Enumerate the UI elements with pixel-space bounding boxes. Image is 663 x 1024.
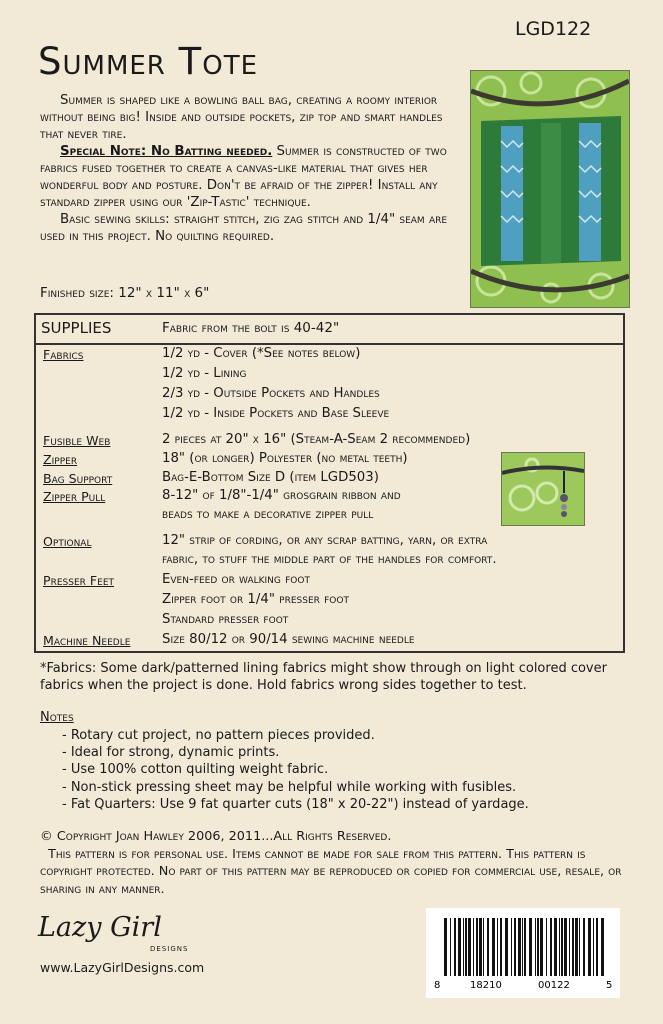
barcode-bar (537, 918, 539, 976)
barcode-bar (511, 918, 512, 976)
value-line: fabric, to stuff the middle part of the handles for comfort. (162, 552, 497, 567)
value-line: 8-12" of 1/8"-1/4" grosgrain ribbon and (162, 488, 401, 503)
barcode-bar (500, 918, 502, 976)
fabrics-note: *Fabrics: Some dark/patterned lining fabrics might show through on light colored cover fabrics when the project is done. Hold fabrics wrong sides together to test. (40, 661, 607, 693)
page-title: Summer Tote (38, 40, 259, 83)
barcode-bar (454, 918, 456, 976)
label-zipper: Zipper (43, 452, 78, 467)
label-zipper-pull: Zipper Pull (43, 489, 106, 504)
barcode-group-1: 18210 (470, 980, 502, 991)
value-line: 12" strip of cording, or any scrap batting, yarn, or extra (162, 533, 488, 548)
zipper-pull-photo (501, 452, 585, 526)
barcode-bar (476, 918, 478, 976)
value-line: Bag-E-Bottom Size D (item LGD503) (162, 470, 379, 485)
barcode-digit-left: 8 (434, 980, 441, 991)
intro-text (40, 92, 465, 245)
value-line: beads to make a decorative zipper pull (162, 507, 374, 522)
barcode-bar (601, 918, 604, 976)
barcode-bar (450, 918, 451, 976)
barcode-bar (550, 918, 552, 976)
value-line: 18" (or longer) Polyester (no metal teeth) (162, 451, 408, 466)
intro-paragraph-3: Basic sewing skills: straight stitch, zig zag stitch and 1/4" seam are used in this project. No quilting required. (40, 212, 448, 244)
label-fusible-web: Fusible Web (43, 433, 111, 448)
barcode-digit-right: 5 (606, 980, 613, 991)
barcode-bar (554, 918, 557, 976)
value-line: 1/2 yd - Inside Pockets and Base Sleeve (162, 406, 390, 421)
usage-terms: This pattern is for personal use. Items cannot be made for sale from this pattern. This pattern is copyright protected. No part of this pattern may be reproduced or copied for commercial use, resale, or sharing in any manner. (40, 846, 622, 897)
barcode-bar (559, 918, 560, 976)
intro-paragraph-2: Summer is constructed of two fabrics fused together to create a canvas-like material that gives her wonderful body and posture. Don't be afraid of the zipper! Install any standard zipper using our 'Zip-Tastic' technique. (40, 144, 447, 210)
barcode-bar (463, 918, 464, 976)
website-url: www.LazyGirlDesigns.com (40, 960, 205, 975)
label-optional: Optional (43, 534, 92, 549)
supplies-header (36, 315, 623, 345)
label-fabrics: Fabrics (43, 347, 84, 362)
barcode-bar (579, 918, 580, 976)
barcode-bar (444, 918, 447, 976)
barcode-bar (458, 918, 461, 976)
barcode-bar (514, 918, 516, 976)
barcode-bar (529, 918, 532, 976)
barcode-bar (483, 918, 484, 976)
barcode (426, 908, 620, 998)
value-line: Standard presser foot (162, 612, 289, 627)
barcode-bar (593, 918, 594, 976)
barcode-bar (572, 918, 574, 976)
barcode-bar (487, 918, 489, 976)
barcode-bar (492, 918, 495, 976)
copyright-line: © Copyright Joan Hawley 2006, 2011...All Rights Reserved. (40, 829, 392, 844)
list-item: - Non-stick pressing sheet may be helpful while working with fusibles. (62, 779, 517, 795)
notes-title: Notes (40, 710, 74, 725)
label-bag-support: Bag Support (43, 471, 113, 486)
list-item: - Ideal for strong, dynamic prints. (62, 745, 280, 761)
brand-logo: Lazy Girl (38, 912, 162, 943)
barcode-bar (596, 918, 598, 976)
barcode-bar (518, 918, 521, 976)
barcode-bar (588, 918, 591, 976)
barcode-bar (561, 918, 563, 976)
copyright-block (40, 828, 630, 898)
supplies-title: SUPPLIES (41, 319, 112, 337)
barcode-bar (465, 918, 467, 976)
value-line: 1/2 yd - Cover (*See notes below) (162, 346, 361, 361)
barcode-bar (583, 918, 585, 976)
label-machine-needle: Machine Needle (43, 633, 131, 648)
list-item: - Fat Quarters: Use 9 fat quarter cuts (18" x 20-22") instead of yardage. (62, 796, 529, 812)
barcode-bar (497, 918, 498, 976)
barcode-bar (535, 918, 536, 976)
label-presser-feet: Presser Feet (43, 573, 115, 588)
barcode-group-2: 00122 (538, 980, 570, 991)
brand-logo-sub: DESIGNS (150, 945, 189, 953)
tote-bag-photo (470, 70, 630, 308)
notes-list (62, 727, 529, 813)
list-item: - Use 100% cotton quilting weight fabric. (62, 762, 329, 778)
supplies-subtitle: Fabric from the bolt is 40-42" (162, 320, 340, 336)
value-line: Size 80/12 or 90/14 sewing machine needle (162, 632, 415, 647)
barcode-bar (540, 918, 543, 976)
barcode-bar (473, 918, 474, 976)
barcode-bar (564, 918, 567, 976)
intro-paragraph-1: Summer is shaped like a bowling ball bag, creating a roomy interior without being big! Inside and outside pockets, zip top and smart handles that never tire. (40, 93, 443, 142)
barcode-bar (546, 918, 547, 976)
value-line: 1/2 yd - Lining (162, 366, 247, 381)
barcode-bar (479, 918, 482, 976)
barcode-bar (575, 918, 578, 976)
finished-size: Finished size: 12" x 11" x 6" (40, 285, 210, 301)
barcode-bar (505, 918, 508, 976)
value-line: 2/3 yd - Outside Pockets and Handles (162, 386, 380, 401)
barcode-bar (569, 918, 570, 976)
barcode-bar (468, 918, 471, 976)
barcode-bar (524, 918, 526, 976)
barcode-bar (522, 918, 523, 976)
value-line: 2 pieces at 20" x 16" (Steam-A-Seam 2 recommended) (162, 432, 471, 447)
value-line: Even-feed or walking foot (162, 572, 310, 587)
value-line: Zipper foot or 1/4" presser foot (162, 592, 349, 607)
sku-code: LGD122 (515, 18, 592, 40)
special-note-label: Special Note: No Batting needed. (60, 144, 273, 159)
list-item: - Rotary cut project, no pattern pieces provided. (62, 728, 375, 743)
